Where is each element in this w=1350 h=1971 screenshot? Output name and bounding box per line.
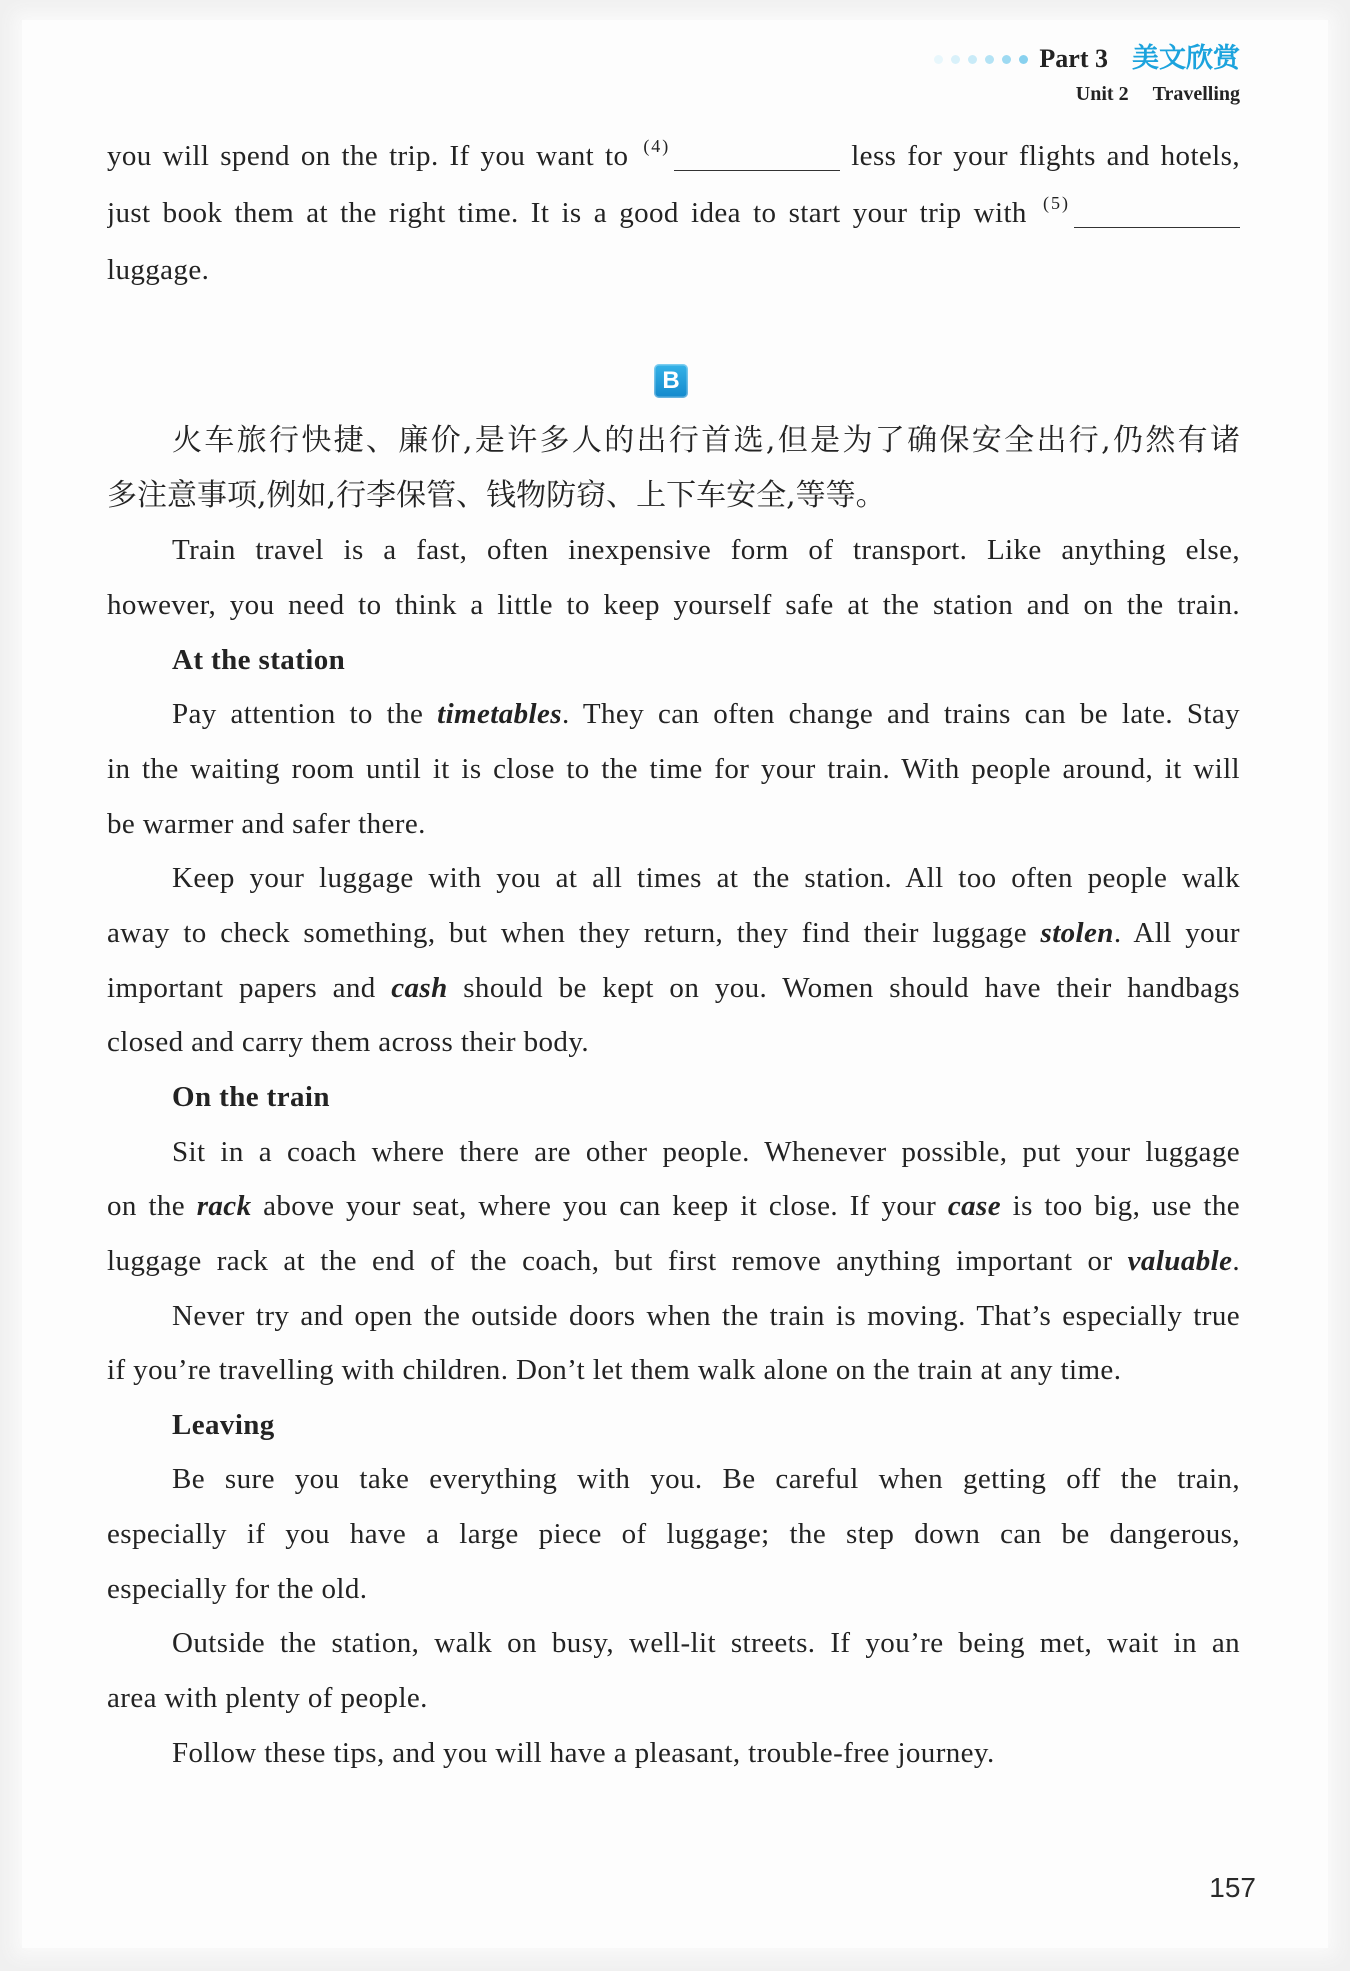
text-line <box>107 1179 1240 1234</box>
text-segment: you will spend on the trip. If you want to <box>107 140 640 172</box>
text-segment: . <box>1232 1244 1240 1277</box>
text-line: Sit in a coach where there are other people. Whenever possible, put your luggage <box>172 1135 1240 1168</box>
section-badge: B <box>654 364 688 398</box>
page-subheader <box>1076 80 1240 108</box>
text-segment: important papers and <box>107 971 392 1004</box>
text-segment: Pay attention to the <box>172 698 438 731</box>
text-segment: on the <box>107 1190 197 1223</box>
answer-blank <box>674 152 840 171</box>
text-line: especially for the old. <box>107 1572 368 1605</box>
header-dot <box>985 55 994 64</box>
key-term: cash <box>391 971 448 1004</box>
text-segment: luggage rack at the end of the coach, but first remove anything important or <box>107 1244 1128 1277</box>
header-dot <box>1019 55 1028 64</box>
key-term: stolen <box>1040 916 1114 949</box>
text-segment: away to check something, but when they return, they find their luggage <box>107 916 1041 949</box>
key-term: case <box>947 1190 1001 1223</box>
header-part-label: Part 3 <box>1039 44 1108 73</box>
header-unit-label: Unit 2 <box>1075 82 1129 105</box>
text-line: in the waiting room until it is close to the time for your train. With people around, it will <box>107 752 1240 785</box>
section-b <box>107 414 1240 1780</box>
text-line: Outside the station, walk on busy, well-lit streets. If you’re being met, wait in an <box>172 1627 1240 1660</box>
header-dot <box>1002 55 1011 64</box>
header-dot <box>951 55 960 64</box>
text-line <box>107 906 1240 961</box>
text-line <box>107 1234 1240 1289</box>
key-term: timetables <box>437 698 562 731</box>
text-line: luggage. <box>107 254 210 286</box>
text-segment: less for your flights and hotels, <box>840 140 1240 172</box>
text-line: Be sure you take everything with you. Be careful when getting off the train, <box>172 1463 1240 1496</box>
text-segment: just book them at the right time. It is a good idea to start your trip with <box>107 197 1039 229</box>
page-header <box>934 42 1240 76</box>
text-line: closed and carry them across their body. <box>107 1026 589 1059</box>
text-line: Keep your luggage with you at all times at the station. All too often people walk <box>172 862 1240 895</box>
blank-number: (4) <box>643 136 671 156</box>
page-number: 157 <box>1209 1872 1256 1903</box>
text-line: especially if you have a large piece of luggage; the step down can be dangerous, <box>107 1518 1240 1551</box>
blank-number: (5) <box>1043 193 1070 213</box>
header-unit-title: Travelling <box>1152 82 1240 105</box>
header-dot <box>934 55 943 64</box>
text-line: Follow these tips, and you will have a pleasant, trouble-free journey. <box>172 1736 995 1769</box>
key-term: rack <box>196 1190 252 1223</box>
key-term: valuable <box>1127 1244 1233 1277</box>
header-dot <box>968 55 977 64</box>
text-line: however, you need to think a little to keep yourself safe at the station and on the train. <box>107 588 1240 621</box>
text-segment: . They can often change and trains can be late. Stay <box>561 698 1240 731</box>
header-part-title: 美文欣赏 <box>1132 43 1240 74</box>
text-line: Train travel is a fast, often inexpensive form of transport. Like anything else, <box>172 534 1240 567</box>
subheading: At the station <box>172 643 346 676</box>
answer-blank <box>1074 209 1240 228</box>
subheading: On the train <box>172 1080 330 1113</box>
text-line <box>107 961 1240 1016</box>
text-segment: . All your <box>1113 916 1240 949</box>
text-line <box>107 687 1240 742</box>
intro-zh-line: 火车旅行快捷、廉价,是许多人的出行首选,但是为了确保安全出行,仍然有诸 <box>172 423 1240 458</box>
text-segment: above your seat, where you can keep it close. If your <box>251 1190 948 1223</box>
text-line <box>107 128 1240 185</box>
text-line: Never try and open the outside doors when the train is moving. That’s especially true <box>172 1299 1240 1332</box>
text-line: area with plenty of people. <box>107 1682 428 1715</box>
text-line <box>107 185 1240 242</box>
text-line: if you’re travelling with children. Don’t let them walk alone on the train at any time. <box>107 1354 1122 1387</box>
subheading: Leaving <box>172 1408 275 1441</box>
text-segment: is too big, use the <box>1001 1190 1240 1223</box>
intro-zh-line: 多注意事项,例如,行李保管、钱物防窃、上下车安全,等等。 <box>107 477 886 513</box>
text-segment: should be kept on you. Women should have their handbags <box>447 971 1240 1004</box>
text-line: be warmer and safer there. <box>107 807 426 840</box>
section-a <box>107 128 1240 299</box>
